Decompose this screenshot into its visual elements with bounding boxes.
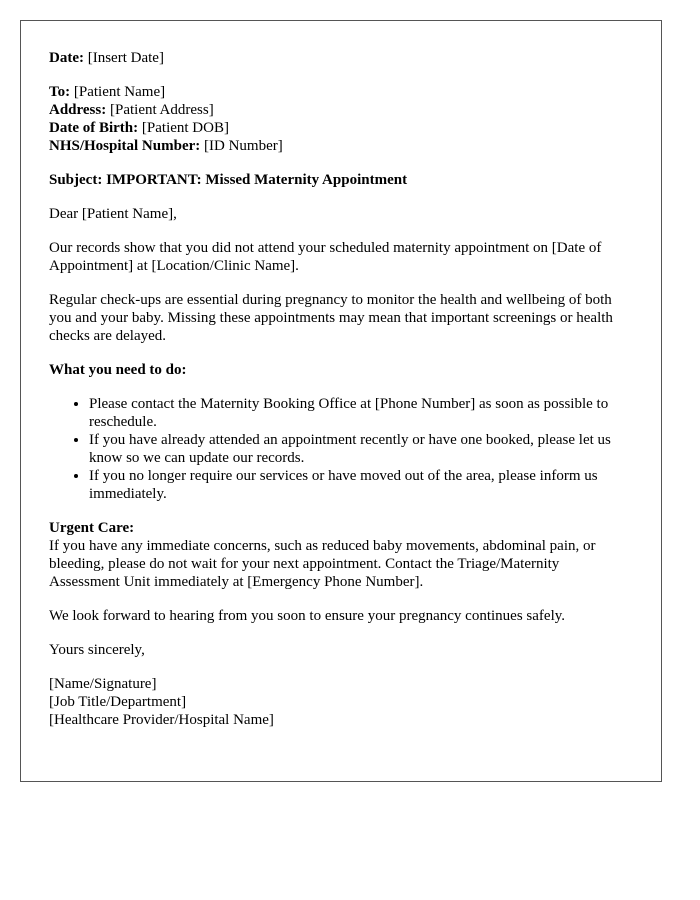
to-label: To: (49, 84, 71, 100)
date-line (49, 49, 633, 67)
urgent-text: If you have any immediate concerns, such as reduced baby movements, abdominal pain, or bleeding, please do not wait for your next appointment. Contact the Triage/Maternity Assessment Unit immediately at [Emergency Phone Number]. (49, 538, 596, 590)
dob-label: Date of Birth: (49, 120, 139, 136)
nhs-number-value: [ID Number] (204, 138, 283, 154)
signature-provider: [Healthcare Provider/Hospital Name] (49, 712, 274, 728)
signoff: Yours sincerely, (49, 642, 145, 658)
list-item: • If you have already attended an appointment recently or have one booked, please let us know so we can update our records. (89, 431, 633, 467)
urgent-heading: Urgent Care: (49, 520, 135, 536)
actions-list (49, 395, 633, 503)
signature-name: [Name/Signature] (49, 676, 157, 692)
paragraph: Regular check-ups are essential during pregnancy to monitor the health and wellbeing of both you and your baby. Missing these appointments may mean that important screenings or health checks are delayed. (49, 292, 613, 344)
date-label: Date: (49, 50, 84, 66)
signature-block (49, 675, 633, 729)
date-value: [Insert Date] (87, 50, 164, 66)
urgent-care-section (49, 519, 633, 591)
dob-value: [Patient DOB] (141, 120, 229, 136)
actions-heading: What you need to do: (49, 362, 187, 378)
paragraph: Our records show that you did not attend your scheduled maternity appointment on [Date of Appointment] at [Location/Clinic Name]. (49, 240, 602, 274)
list-item: • If you no longer require our services or have moved out of the area, please inform us immediately. (89, 467, 633, 503)
recipient-block (49, 83, 633, 155)
address-label: Address: (49, 102, 107, 118)
nhs-number-label: NHS/Hospital Number: (49, 138, 201, 154)
to-value: [Patient Name] (73, 84, 166, 100)
list-item: • Please contact the Maternity Booking Office at [Phone Number] as soon as possible to reschedule. (89, 395, 633, 431)
subject-line: Subject: IMPORTANT: Missed Maternity Appointment (49, 172, 408, 188)
signature-title: [Job Title/Department] (49, 694, 187, 710)
closing-paragraph: We look forward to hearing from you soon to ensure your pregnancy continues safely. (49, 608, 566, 624)
letter (20, 20, 662, 782)
salutation: Dear [Patient Name], (49, 206, 177, 222)
address-value: [Patient Address] (109, 102, 214, 118)
